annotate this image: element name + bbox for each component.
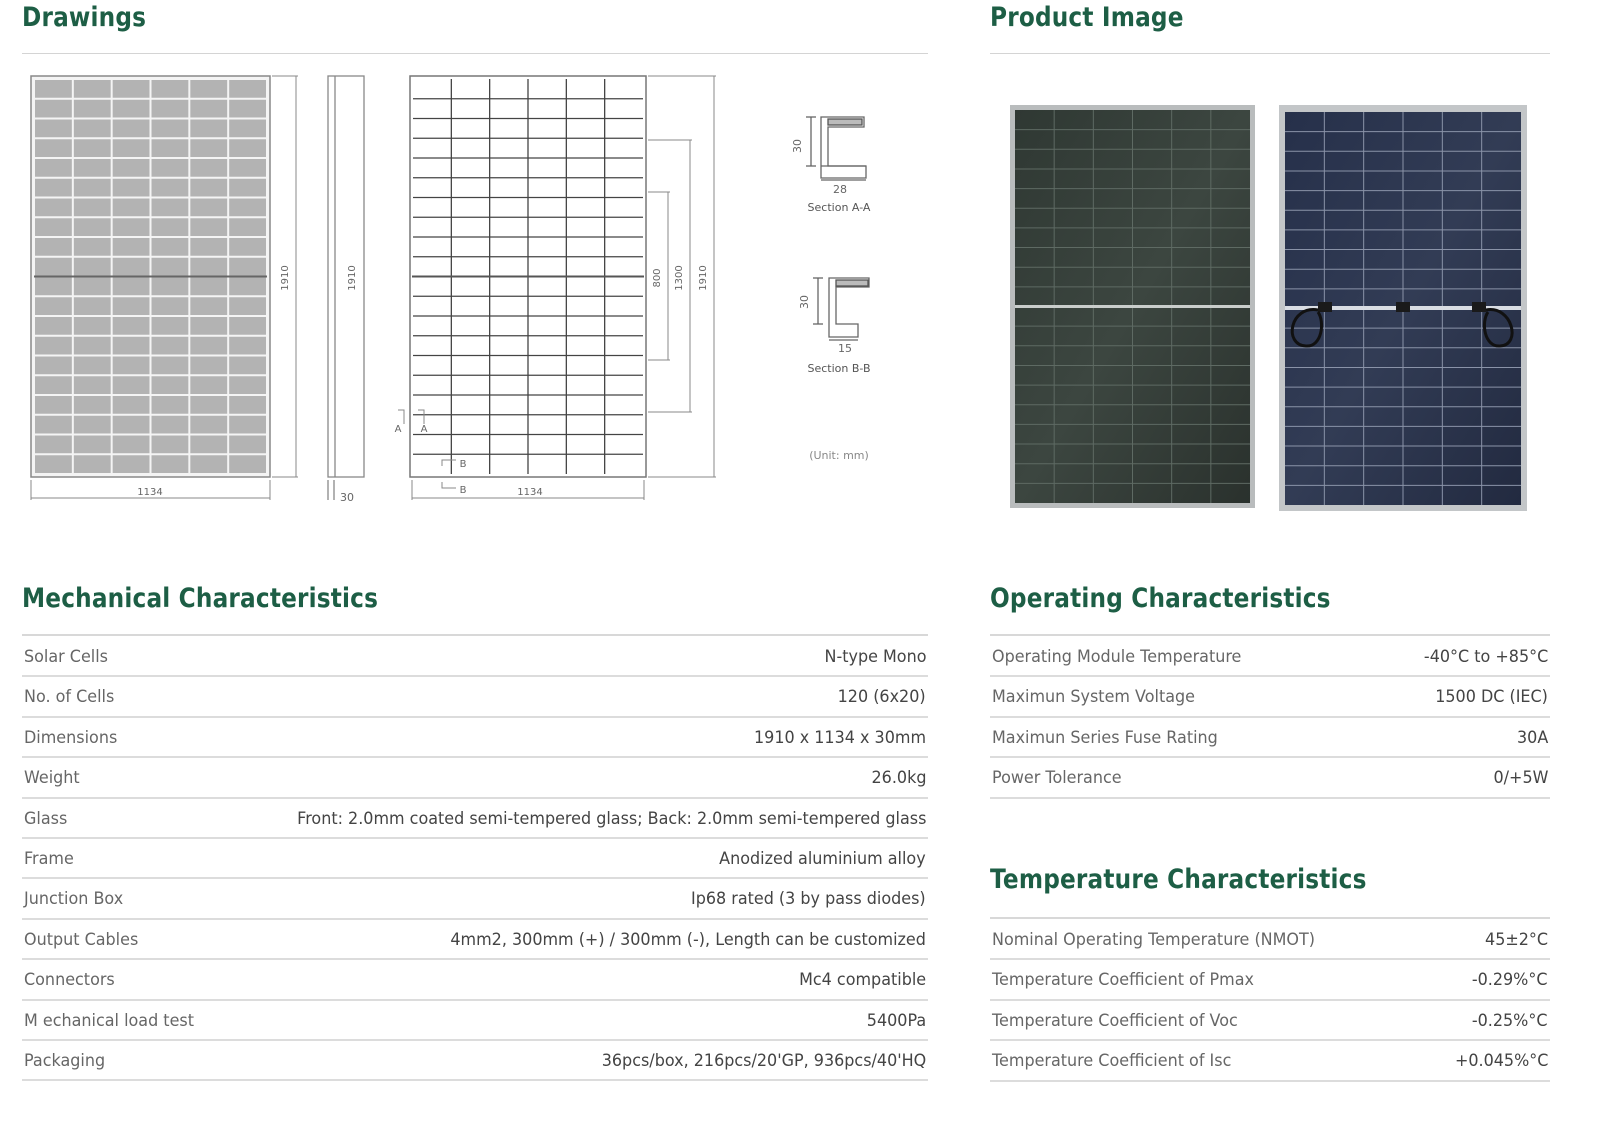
drawing-cell [74, 100, 111, 118]
drawing-cell [35, 317, 72, 335]
spec-label: Temperature Coefficient of Isc [992, 1051, 1232, 1072]
side-thickness-dim: 30 [340, 491, 354, 504]
drawing-cell [190, 218, 227, 236]
drawing-cell [229, 159, 266, 177]
back-view-drawing [410, 76, 646, 477]
drawing-cell [74, 297, 111, 315]
drawing-cell [74, 199, 111, 217]
drawing-cell [35, 436, 72, 454]
drawing-cell [190, 100, 227, 118]
back-1300-dim: 1300 [674, 265, 685, 291]
drawing-cell [190, 238, 227, 256]
panel-front-photo [1010, 105, 1255, 508]
drawing-cell [152, 357, 189, 375]
product-image-heading: Product Image [990, 2, 1184, 33]
drawing-cell [152, 278, 189, 296]
drawing-cell [74, 317, 111, 335]
drawing-cell [229, 436, 266, 454]
section-bb-width: 15 [838, 342, 852, 355]
drawing-cell [113, 179, 150, 197]
spec-label: Solar Cells [24, 647, 108, 667]
spec-row [22, 960, 928, 1000]
drawing-cell [190, 297, 227, 315]
temperature-table [990, 920, 1550, 1090]
drawing-cell [229, 376, 266, 394]
drawing-cell [152, 455, 189, 473]
spec-row [22, 677, 928, 717]
spec-row [22, 637, 928, 677]
spec-value: 30A [1516, 727, 1548, 748]
drawing-cell [152, 436, 189, 454]
drawing-cell [229, 258, 266, 276]
unit-note: (Unit: mm) [809, 449, 869, 462]
drawing-cell [152, 218, 189, 236]
drawing-cell [152, 297, 189, 315]
drawing-cell [229, 455, 266, 473]
drawing-cell [35, 199, 72, 217]
drawing-cell [152, 179, 189, 197]
drawing-cell [35, 258, 72, 276]
drawing-cell [74, 357, 111, 375]
drawing-cell [190, 258, 227, 276]
technical-drawings [0, 60, 960, 520]
spec-label: Frame [24, 849, 74, 869]
spec-value: -40°C to +85°C [1423, 647, 1548, 667]
drawing-cell [229, 238, 266, 256]
spec-row [22, 718, 928, 758]
drawing-cell [35, 337, 72, 355]
drawing-cell [152, 139, 189, 157]
drawing-cell [152, 317, 189, 335]
front-width-dim: 1134 [137, 487, 163, 498]
drawing-cell [190, 337, 227, 355]
marker-b-top: B [459, 459, 467, 470]
drawing-cell [74, 159, 111, 177]
drawing-cell [74, 139, 111, 157]
section-bb-height: 30 [798, 295, 811, 309]
drawing-cell [229, 297, 266, 315]
drawing-cell [113, 258, 150, 276]
drawing-cell [35, 376, 72, 394]
drawing-cell [113, 139, 150, 157]
spec-label: Output Cables [24, 929, 139, 950]
spec-label: Packaging [24, 1051, 106, 1071]
product-photos [990, 90, 1550, 530]
drawing-cell [190, 357, 227, 375]
back-800-dim: 800 [652, 268, 663, 288]
spec-label: Temperature Coefficient of Pmax [992, 970, 1254, 991]
drawing-cell [113, 337, 150, 355]
spec-label: Weight [24, 768, 80, 789]
drawing-cell [229, 337, 266, 355]
drawing-cell [229, 278, 266, 296]
drawing-cell [35, 139, 72, 157]
spec-value: -0.29%°C [1472, 970, 1548, 991]
drawing-cell [35, 80, 72, 98]
spec-value: +0.045%°C [1454, 1051, 1548, 1072]
drawing-cell [152, 376, 189, 394]
spec-row [22, 920, 928, 960]
spec-row [990, 718, 1550, 758]
spec-label: Power Tolerance [992, 768, 1122, 789]
drawings-rule [22, 53, 928, 54]
drawing-cell [229, 80, 266, 98]
drawing-cell [113, 278, 150, 296]
drawing-cell [190, 376, 227, 394]
drawing-cell [35, 120, 72, 138]
drawing-cell [152, 80, 189, 98]
drawing-cell [152, 100, 189, 118]
drawing-cell [190, 80, 227, 98]
drawing-cell [113, 120, 150, 138]
spec-value: 4mm2, 300mm (+) / 300mm (-), Length can be customized [450, 929, 926, 950]
drawing-cell [152, 337, 189, 355]
drawing-cell [35, 179, 72, 197]
spec-value: 0/+5W [1493, 768, 1548, 789]
mechanical-rule [22, 634, 928, 636]
spec-value: Mc4 compatible [798, 970, 926, 991]
marker-b-bottom: B [459, 485, 467, 496]
spec-row [22, 799, 928, 839]
spec-label: Maximun System Voltage [992, 687, 1195, 708]
drawing-cell [152, 258, 189, 276]
drawing-cell [229, 179, 266, 197]
drawing-cell [74, 258, 111, 276]
drawing-cell [74, 80, 111, 98]
drawing-cell [74, 179, 111, 197]
drawing-cell [190, 120, 227, 138]
side-view-drawing [328, 76, 364, 500]
spec-row [22, 879, 928, 919]
mechanical-table [22, 637, 928, 1087]
drawing-cell [113, 100, 150, 118]
drawing-cell [152, 159, 189, 177]
drawing-cell [74, 337, 111, 355]
drawing-cell [152, 238, 189, 256]
drawing-cell [229, 100, 266, 118]
drawing-cell [152, 120, 189, 138]
spec-label: Junction Box [24, 889, 124, 910]
drawing-cell [190, 396, 227, 414]
spec-row [990, 637, 1550, 677]
section-aa-height: 30 [791, 139, 804, 153]
drawing-cell [35, 455, 72, 473]
drawing-cell [74, 396, 111, 414]
spec-label: Temperature Coefficient of Voc [992, 1010, 1238, 1031]
drawing-cell [35, 396, 72, 414]
drawing-cell [35, 218, 72, 236]
mechanical-heading: Mechanical Characteristics [22, 583, 379, 614]
temperature-rule [990, 917, 1550, 919]
spec-label: Maximun Series Fuse Rating [992, 727, 1218, 748]
spec-value: 1500 DC (IEC) [1435, 687, 1548, 708]
section-aa-label: Section A-A [807, 201, 871, 214]
spec-label: Connectors [24, 970, 115, 991]
spec-label: M echanical load test [24, 1010, 194, 1031]
drawing-cell [74, 218, 111, 236]
drawing-cell [229, 199, 266, 217]
drawing-cell [74, 120, 111, 138]
drawing-cell [35, 159, 72, 177]
drawing-cell [74, 416, 111, 434]
drawing-cell [229, 120, 266, 138]
drawing-cell [35, 416, 72, 434]
drawing-cell [229, 139, 266, 157]
drawing-cell [113, 297, 150, 315]
spec-value: 36pcs/box, 216pcs/20'GP, 936pcs/40'HQ [601, 1051, 926, 1071]
drawing-cell [113, 357, 150, 375]
drawing-cell [113, 317, 150, 335]
drawing-cell [35, 297, 72, 315]
section-aa-width: 28 [833, 183, 847, 196]
drawing-cell [229, 218, 266, 236]
front-height-dim: 1910 [280, 265, 291, 291]
drawing-cell [113, 159, 150, 177]
drawing-cell [190, 159, 227, 177]
spec-value: 45±2°C [1484, 930, 1548, 950]
spec-label: Operating Module Temperature [992, 647, 1242, 667]
spec-value: 1910 x 1134 x 30mm [753, 727, 926, 748]
operating-heading: Operating Characteristics [990, 583, 1331, 614]
drawing-cell [35, 100, 72, 118]
drawing-cell [190, 179, 227, 197]
drawing-cell [113, 238, 150, 256]
drawing-cell [152, 416, 189, 434]
marker-a-right: A [420, 424, 428, 435]
spec-value: 5400Pa [866, 1010, 926, 1031]
spec-label: Dimensions [24, 727, 118, 748]
drawing-cell [74, 238, 111, 256]
spec-label: Nominal Operating Temperature (NMOT) [992, 930, 1316, 950]
drawing-cell [190, 199, 227, 217]
drawing-cell [113, 199, 150, 217]
drawing-cell [74, 436, 111, 454]
spec-value: Front: 2.0mm coated semi-tempered glass; Back: 2.0mm semi-tempered glass [296, 808, 926, 829]
drawing-cell [190, 139, 227, 157]
operating-rule [990, 634, 1550, 636]
spec-row [990, 1041, 1550, 1081]
drawing-cell [190, 317, 227, 335]
drawing-cell [113, 80, 150, 98]
spec-row [22, 758, 928, 798]
drawing-cell [74, 278, 111, 296]
back-height-dim: 1910 [698, 265, 709, 291]
spec-value: -0.25%°C [1472, 1010, 1548, 1031]
drawing-cell [113, 376, 150, 394]
drawing-cell [113, 436, 150, 454]
drawing-cell [229, 396, 266, 414]
side-height-dim: 1910 [347, 265, 358, 291]
drawing-cell [35, 278, 72, 296]
drawings-heading: Drawings [22, 2, 147, 33]
spec-value: Anodized aluminium alloy [719, 849, 926, 869]
drawing-cell [35, 357, 72, 375]
section-bb-label: Section B-B [807, 362, 871, 375]
drawing-cell [190, 416, 227, 434]
spec-value: N-type Mono [824, 647, 926, 667]
spec-label: Glass [24, 808, 68, 829]
spec-row [990, 920, 1550, 960]
marker-a-left: A [394, 424, 402, 435]
spec-value: 120 (6x20) [837, 687, 926, 708]
product-image-rule [990, 53, 1550, 54]
drawing-cell [229, 416, 266, 434]
spec-row [990, 677, 1550, 717]
drawing-cell [190, 455, 227, 473]
spec-row [990, 1001, 1550, 1041]
drawing-cell [74, 455, 111, 473]
panel-back-photo [1279, 105, 1527, 511]
spec-value: Ip68 rated (3 by pass diodes) [691, 889, 926, 910]
spec-row [990, 758, 1550, 798]
drawing-cell [152, 199, 189, 217]
drawing-cell [190, 436, 227, 454]
temperature-heading: Temperature Characteristics [990, 864, 1367, 895]
drawing-cell [113, 416, 150, 434]
front-view-drawing [31, 76, 270, 477]
back-width-dim: 1134 [517, 487, 543, 498]
section-bb-detail [813, 278, 869, 340]
spec-row [22, 1001, 928, 1041]
drawing-cell [229, 317, 266, 335]
operating-table [990, 637, 1550, 807]
drawing-cell [229, 357, 266, 375]
drawing-cell [113, 396, 150, 414]
drawing-cell [113, 218, 150, 236]
section-aa-detail [806, 117, 866, 180]
spec-row [22, 1041, 928, 1081]
drawing-cell [35, 238, 72, 256]
drawing-cell [190, 278, 227, 296]
spec-value: 26.0kg [871, 768, 926, 789]
drawing-cell [152, 396, 189, 414]
spec-row [990, 960, 1550, 1000]
drawing-cell [113, 455, 150, 473]
spec-label: No. of Cells [24, 687, 115, 708]
drawing-cell [74, 376, 111, 394]
spec-row [22, 839, 928, 879]
